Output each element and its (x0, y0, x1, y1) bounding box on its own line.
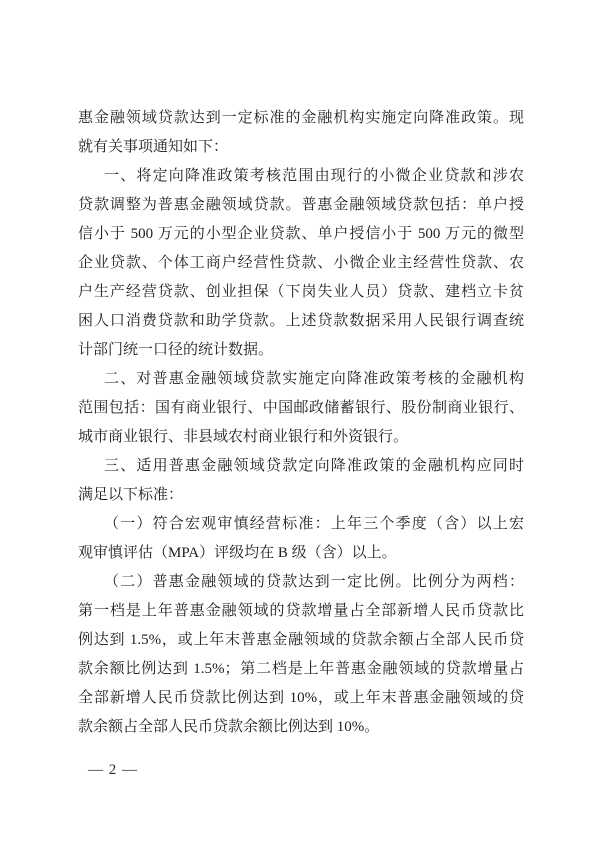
text-line: （一）符合宏观审慎经营标准：上年三个季度（含）以上宏 (104, 516, 524, 532)
text-line: 就有关事项通知如下： (78, 139, 229, 155)
text-line: 第一档是上年普惠金融领域的贷款增量占全部新增人民币贷款比 (78, 603, 524, 619)
text-line: 城市商业银行、非县域农村商业银行和外资银行。 (78, 429, 409, 445)
text-line: 范围包括：国有商业银行、中国邮政储蓄银行、股份制商业银行、 (78, 400, 524, 416)
text-line: （二）普惠金融领域的贷款达到一定比例。比例分为两档： (104, 574, 524, 590)
text-line: 全部新增人民币贷款比例达到 10%，或上年末普惠金融领域的贷 (78, 690, 524, 706)
text-line: 贷款调整为普惠金融领域贷款。普惠金融领域贷款包括：单户授 (78, 197, 524, 213)
text-line: 困人口消费贷款和助学贷款。上述贷款数据采用人民银行调查统 (78, 313, 524, 329)
text-line: 户生产经营贷款、创业担保（下岗失业人员）贷款、建档立卡贫 (78, 284, 524, 300)
text-line: 二、对普惠金融领域贷款实施定向降准政策考核的金融机构 (104, 371, 524, 387)
text-line: 例达到 1.5%，或上年末普惠金融领域的贷款余额占全部人民币贷 (78, 632, 524, 648)
document-body (78, 104, 524, 742)
text-line: 一、将定向降准政策考核范围由现行的小微企业贷款和涉农 (104, 168, 524, 184)
text-line: 企业贷款、个体工商户经营性贷款、小微企业主经营性贷款、农 (78, 255, 524, 271)
text-line: 款余额占全部人民币贷款余额比例达到 10%。 (78, 719, 380, 735)
text-line: 计部门统一口径的统计数据。 (78, 342, 274, 358)
text-line: 信小于 500 万元的小型企业贷款、单户授信小于 500 万元的微型 (78, 226, 524, 242)
text-line: 观审慎评估（MPA）评级均在 B 级（含）以上。 (78, 545, 397, 561)
page-number: — 2 — (88, 762, 138, 778)
text-line: 款余额比例达到 1.5%；第二档是上年普惠金融领域的贷款增量占 (78, 661, 524, 677)
text-line: 三、适用普惠金融领域贷款定向降准政策的金融机构应同时 (104, 458, 524, 474)
text-line: 满足以下标准： (78, 487, 184, 503)
text-line: 惠金融领域贷款达到一定标准的金融机构实施定向降准政策。现 (78, 110, 524, 126)
